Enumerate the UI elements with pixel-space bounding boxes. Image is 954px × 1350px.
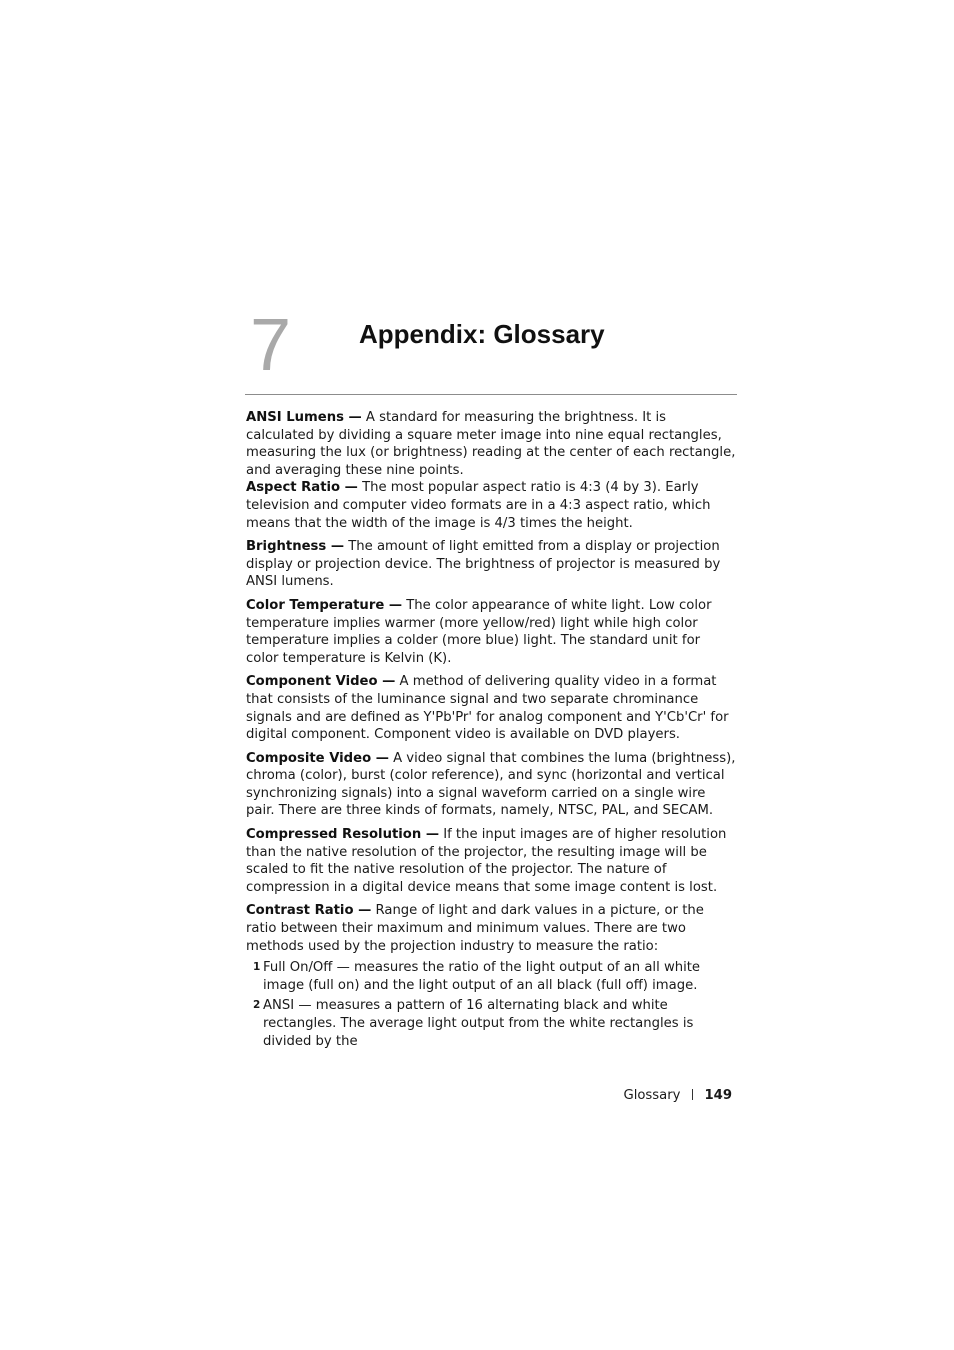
glossary-entry-component-video bbox=[246, 673, 736, 743]
glossary-term: ANSI Lumens — bbox=[246, 410, 362, 425]
title-divider bbox=[245, 394, 737, 395]
glossary-definition: A method of delivering quality video in a format that consists of the luminance signal and two separate chrominance signals and are defined as Y'Pb'Pr' for analog component and Y'Cb'Cr' for digital component. Component video is available on DVD players. bbox=[246, 674, 729, 743]
list-text: Full On/Off — measures the ratio of the light output of an all white image (full on) and the light output of an all black (full off) image. bbox=[263, 960, 701, 993]
footer-separator bbox=[692, 1089, 693, 1100]
glossary-body bbox=[246, 409, 736, 1053]
glossary-entry-contrast-ratio bbox=[246, 902, 736, 955]
list-number: 2 bbox=[253, 999, 261, 1012]
chapter-title: Appendix: Glossary bbox=[359, 319, 605, 349]
glossary-definition: The most popular aspect ratio is 4:3 (4 by 3). Early television and computer video formats are in a 4:3 aspect ratio, which means that the width of the image is 4/3 times the height. bbox=[246, 480, 711, 531]
glossary-entry-composite-video bbox=[246, 750, 736, 820]
glossary-entry-compressed-resolution bbox=[246, 826, 736, 896]
glossary-entry-ansi-lumens bbox=[246, 409, 736, 479]
glossary-term: Contrast Ratio — bbox=[246, 903, 372, 919]
list-item bbox=[246, 997, 736, 1050]
glossary-definition: If the input images are of higher resolution than the native resolution of the projector, the resulting image will be scaled to fit the native resolution of the projector. The nature of compression in a digital device means that some image content is lost. bbox=[246, 827, 727, 895]
glossary-definition: The amount of light emitted from a display or projection display or projection device. The brightness of projector is measured by ANSI lumens. bbox=[246, 539, 721, 590]
page-footer bbox=[560, 1087, 732, 1105]
glossary-term: Brightness — bbox=[246, 539, 345, 555]
page-number: 149 bbox=[704, 1088, 732, 1103]
list-item bbox=[246, 959, 736, 994]
glossary-term: Composite Video — bbox=[246, 750, 389, 766]
chapter-number: 7 bbox=[250, 303, 292, 386]
glossary-definition: Range of light and dark values in a picture, or the ratio between their maximum and minimum values. There are two methods used by the projection industry to measure the ratio: bbox=[246, 903, 704, 954]
glossary-term: Aspect Ratio — bbox=[246, 480, 358, 496]
glossary-term: Compressed Resolution — bbox=[246, 827, 440, 843]
glossary-definition: A standard for measuring the brightness. It is calculated by dividing a square meter image into nine equal rectangles, measuring the lux (or brightness) reading at the center of each rectangle, and averaging these nine points. bbox=[246, 410, 736, 478]
glossary-term: Component Video — bbox=[246, 674, 396, 690]
footer-section-label: Glossary bbox=[623, 1088, 681, 1103]
glossary-entry-aspect-ratio bbox=[246, 479, 736, 532]
list-number: 1 bbox=[253, 961, 261, 974]
glossary-term: Color Temperature — bbox=[246, 597, 403, 613]
glossary-definition: The color appearance of white light. Low color temperature implies warmer (more yellow/red) light while high color temperature implies a colder (more blue) light. The standard unit for color temperature is Kelvin (K). bbox=[246, 597, 712, 666]
glossary-entry-color-temperature bbox=[246, 597, 736, 667]
contrast-methods-list bbox=[246, 959, 736, 1050]
list-text: ANSI — measures a pattern of 16 alternating black and white rectangles. The average light output from the white rectangles is divided by the bbox=[263, 998, 694, 1049]
glossary-definition: A video signal that combines the luma (brightness), chroma (color), burst (color reference), and sync (horizontal and vertical synchronizing signals) into a signal waveform carried on a single wire pair. There are three kinds of formats, namely, NTSC, PAL, and SECAM. bbox=[246, 750, 736, 819]
glossary-entry-brightness bbox=[246, 538, 736, 591]
